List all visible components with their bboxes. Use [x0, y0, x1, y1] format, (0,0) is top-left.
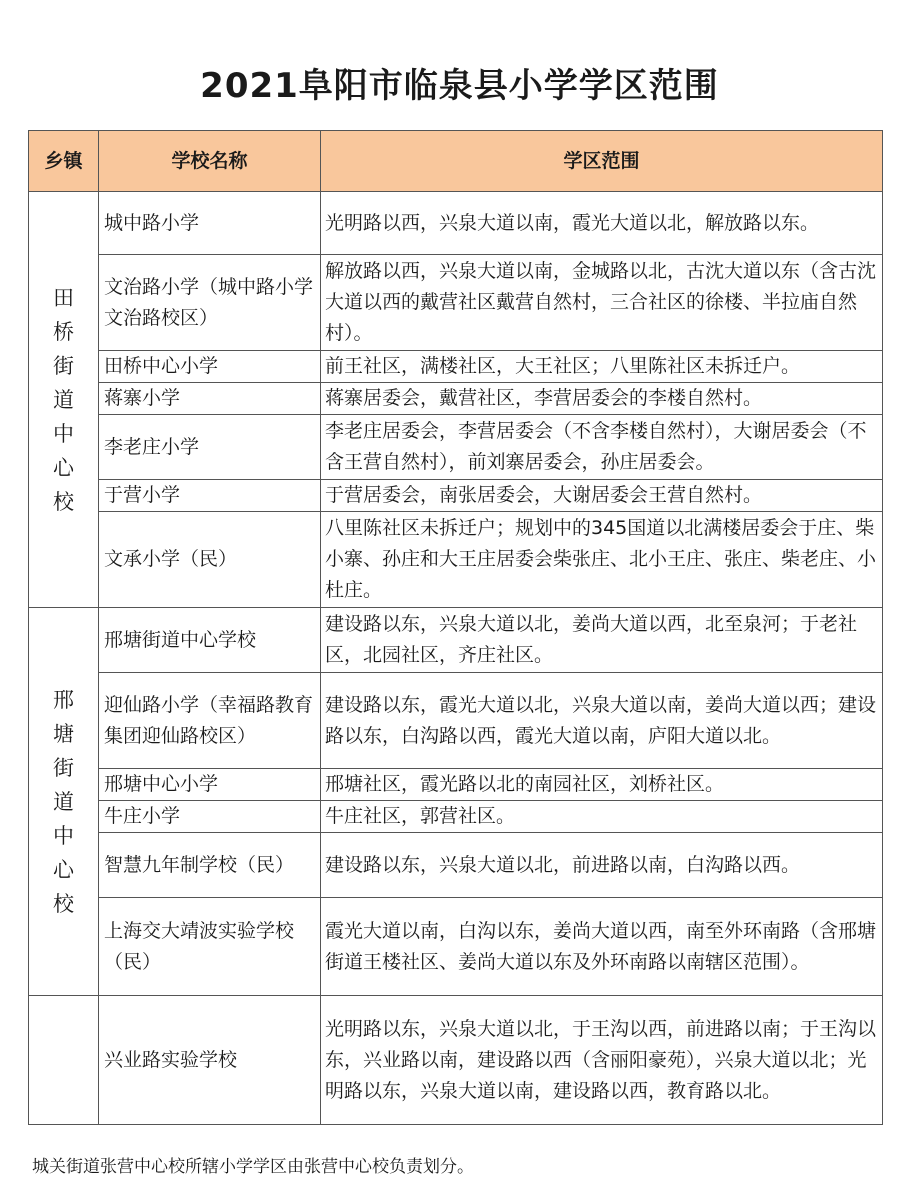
table-row — [29, 673, 883, 769]
zone-range: 解放路以西，兴泉大道以南，金城路以北，古沈大道以东（含古沈大道以西的戴营社区戴营自然村，三合社区的徐楼、半拉庙自然村）。 — [321, 255, 883, 351]
header-town: 乡镇 — [29, 131, 99, 192]
zone-range: 建设路以东，兴泉大道以北，姜尚大道以西，北至泉河；于老社区，北园社区，齐庄社区。 — [321, 608, 883, 673]
table-row — [29, 801, 883, 833]
school-name: 文治路小学（城中路小学文治路校区） — [99, 255, 321, 351]
town-cell — [29, 996, 99, 1125]
table-row — [29, 192, 883, 255]
table-row — [29, 255, 883, 351]
school-zone-table — [28, 130, 883, 1125]
school-name: 文承小学（民） — [99, 512, 321, 608]
header-range: 学区范围 — [321, 131, 883, 192]
footnote: 城关街道张营中心校所辖小学学区由张营中心校负责划分。 — [32, 1157, 474, 1177]
school-name: 迎仙路小学（幸福路教育集团迎仙路校区） — [99, 673, 321, 769]
school-name: 上海交大靖波实验学校（民） — [99, 898, 321, 996]
town-cell: 田桥街道中心校 — [29, 192, 99, 608]
zone-range: 牛庄社区，郭营社区。 — [321, 801, 883, 833]
zone-range: 建设路以东，霞光大道以北，兴泉大道以南，姜尚大道以西；建设路以东，白沟路以西，霞光大道以南，庐阳大道以北。 — [321, 673, 883, 769]
zone-range: 八里陈社区未拆迁户；规划中的345国道以北满楼居委会于庄、柴小寨、孙庄和大王庄居委会柴张庄、北小王庄、张庄、柴老庄、小杜庄。 — [321, 512, 883, 608]
zone-range: 李老庄居委会，李营居委会（不含李楼自然村），大谢居委会（不含王营自然村），前刘寨居委会，孙庄居委会。 — [321, 415, 883, 480]
table-row — [29, 351, 883, 383]
school-name: 智慧九年制学校（民） — [99, 833, 321, 898]
table-header-row — [29, 131, 883, 192]
school-name: 邢塘街道中心学校 — [99, 608, 321, 673]
zone-range: 邢塘社区，霞光路以北的南园社区，刘桥社区。 — [321, 769, 883, 801]
table-row — [29, 608, 883, 673]
table-row — [29, 898, 883, 996]
table-row — [29, 769, 883, 801]
zone-range: 建设路以东，兴泉大道以北，前进路以南，白沟路以西。 — [321, 833, 883, 898]
school-name: 蒋寨小学 — [99, 383, 321, 415]
school-name: 田桥中心小学 — [99, 351, 321, 383]
school-name: 兴业路实验学校 — [99, 996, 321, 1125]
table-row — [29, 996, 883, 1125]
page-title: 2021阜阳市临泉县小学学区范围 — [200, 66, 719, 106]
school-name: 李老庄小学 — [99, 415, 321, 480]
zone-range: 前王社区，满楼社区，大王社区；八里陈社区未拆迁户。 — [321, 351, 883, 383]
zone-range: 蒋寨居委会，戴营社区，李营居委会的李楼自然村。 — [321, 383, 883, 415]
zone-range: 于营居委会，南张居委会，大谢居委会王营自然村。 — [321, 480, 883, 512]
table-row — [29, 415, 883, 480]
school-name: 于营小学 — [99, 480, 321, 512]
table-row — [29, 383, 883, 415]
table-row — [29, 833, 883, 898]
school-name: 邢塘中心小学 — [99, 769, 321, 801]
school-name: 牛庄小学 — [99, 801, 321, 833]
zone-range: 霞光大道以南，白沟以东，姜尚大道以西，南至外环南路（含邢塘街道王楼社区、姜尚大道以东及外环南路以南辖区范围）。 — [321, 898, 883, 996]
school-name: 城中路小学 — [99, 192, 321, 255]
zone-range: 光明路以东，兴泉大道以北，于王沟以西，前进路以南；于王沟以东，兴业路以南，建设路以西（含丽阳豪苑），兴泉大道以北；光明路以东，兴泉大道以南，建设路以西，教育路以北。 — [321, 996, 883, 1125]
town-cell: 邢塘街道中心校 — [29, 608, 99, 996]
zone-range: 光明路以西，兴泉大道以南，霞光大道以北，解放路以东。 — [321, 192, 883, 255]
table-row — [29, 480, 883, 512]
header-school: 学校名称 — [99, 131, 321, 192]
table-row — [29, 512, 883, 608]
